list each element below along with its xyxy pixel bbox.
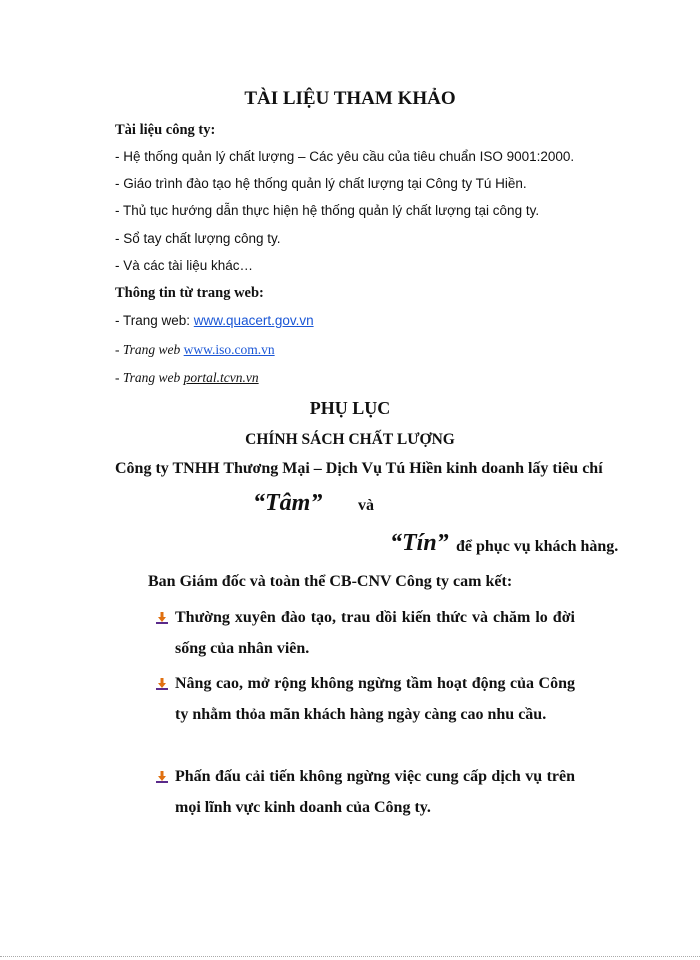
page-divider (0, 956, 700, 957)
word-and: và (358, 497, 374, 514)
web-link-quacert[interactable]: www.quacert.gov.vn (193, 313, 314, 328)
page-title: TÀI LIỆU THAM KHẢO (244, 88, 456, 109)
company-docs-heading: Tài liệu công ty: (115, 122, 216, 138)
appendix-subtitle: CHÍNH SÁCH CHẤT LƯỢNG (245, 431, 455, 448)
word-tam: “Tâm” (253, 490, 323, 516)
web-info-heading: Thông tin từ trang web: (115, 285, 264, 301)
list-item: - Thủ tục hướng dẫn thực hiện hệ thống quản lý chất lượng tại công ty. (115, 203, 540, 218)
list-item: - Giáo trình đào tạo hệ thống quản lý chất lượng tại Công ty Tú Hiền. (115, 176, 527, 191)
web-item (115, 342, 275, 358)
web-item-prefix: - Trang web (115, 370, 184, 385)
policy-bullet: Thường xuyên đào tạo, trau dồi kiến thức và chăm lo đời sống của nhân viên. (175, 609, 575, 657)
word-tin: “Tín” (390, 530, 449, 556)
appendix-title: PHỤ LỤC (309, 398, 391, 418)
list-item: - Hệ thống quản lý chất lượng – Các yêu cầu của tiêu chuẩn ISO 9001:2000. (115, 149, 575, 164)
serve-text: để phục vụ khách hàng. (456, 538, 619, 555)
commit-text: Ban Giám đốc và toàn thể CB-CNV Công ty cam kết: (148, 573, 513, 590)
policy-bullet: Phấn đấu cải tiến không ngừng việc cung cấp dịch vụ trên mọi lĩnh vực kinh doanh của Công ty. (175, 768, 575, 816)
web-item (115, 370, 259, 386)
web-item (115, 313, 314, 328)
arrow-bullet-icon (155, 677, 169, 691)
arrow-bullet-icon (155, 611, 169, 625)
web-link-iso[interactable]: www.iso.com.vn (183, 342, 275, 357)
list-item: - Sổ tay chất lượng công ty. (115, 231, 281, 246)
web-item-prefix: - Trang web (115, 342, 184, 357)
arrow-bullet-icon (155, 770, 169, 784)
policy-bullet: Nâng cao, mở rộng không ngừng tầm hoạt động của Công ty nhằm thỏa mãn khách hàng ngày càng cao nhu cầu. (175, 675, 575, 723)
web-link-tcvn[interactable]: portal.tcvn.vn (183, 370, 259, 385)
policy-intro: Công ty TNHH Thương Mại – Dịch Vụ Tú Hiền kinh doanh lấy tiêu chí (115, 460, 603, 477)
web-item-prefix: - Trang web: (115, 313, 194, 328)
list-item: - Và các tài liệu khác… (115, 258, 254, 273)
